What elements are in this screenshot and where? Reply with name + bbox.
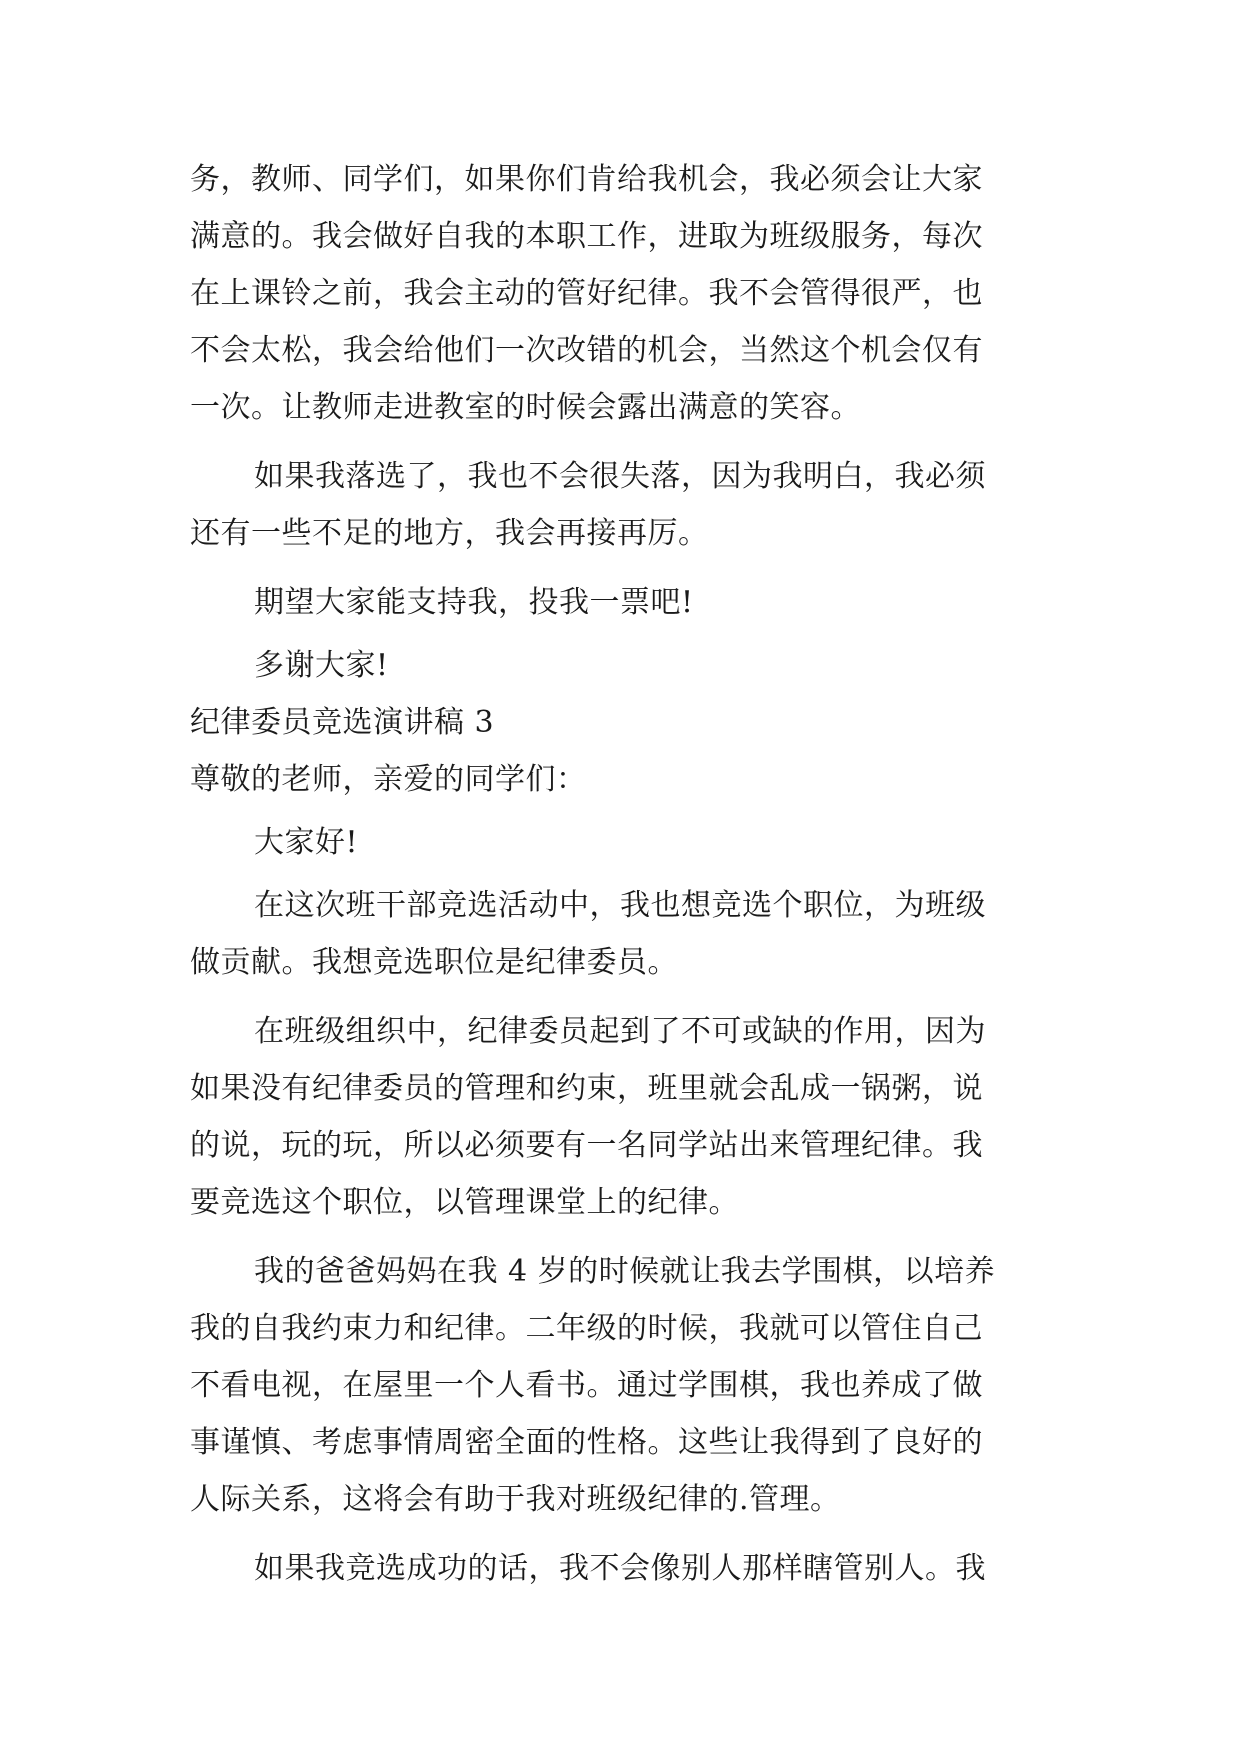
text-line: 不会太松，我会给他们一次改错的机会，当然这个机会仅有 [190, 333, 983, 368]
text-line: 还有一些不足的地方，我会再接再厉。 [190, 516, 709, 551]
text-line: 事谨慎、考虑事情周密全面的性格。这些让我得到了良好的 [190, 1425, 983, 1460]
text-line: 人际关系，这将会有助于我对班级纪律的.管理。 [190, 1482, 841, 1517]
paragraph-first-line: 在这次班干部竞选活动中，我也想竞选个职位，为班级 [254, 888, 986, 923]
section-title: 纪律委员竞选演讲稿 3 [190, 705, 495, 740]
greeting: 大家好! [254, 825, 359, 860]
paragraph-first-line: 我的爸爸妈妈在我 4 岁的时候就让我去学围棋，以培养 [254, 1254, 996, 1289]
paragraph-first-line: 如果我落选了，我也不会很失落，因为我明白，我必须 [254, 459, 986, 494]
text-line: 要竞选这个职位，以管理课堂上的纪律。 [190, 1185, 739, 1220]
paragraph-first-line: 在班级组织中，纪律委员起到了不可或缺的作用，因为 [254, 1014, 986, 1049]
text-line: 一次。让教师走进教室的时候会露出满意的笑容。 [190, 390, 861, 425]
text-line: 满意的。我会做好自我的本职工作，进取为班级服务，每次 [190, 219, 983, 254]
paragraph-first-line: 期望大家能支持我，投我一票吧! [254, 585, 694, 620]
text-line: 的说，玩的玩，所以必须要有一名同学站出来管理纪律。我 [190, 1128, 983, 1163]
text-line: 如果没有纪律委员的管理和约束，班里就会乱成一锅粥，说 [190, 1071, 983, 1106]
text-line: 不看电视，在屋里一个人看书。通过学围棋，我也养成了做 [190, 1368, 983, 1403]
paragraph-first-line: 如果我竞选成功的话，我不会像别人那样瞎管别人。我 [254, 1551, 986, 1586]
paragraph-first-line: 多谢大家! [254, 648, 389, 683]
salutation: 尊敬的老师，亲爱的同学们： [190, 762, 587, 797]
text-line: 做贡献。我想竞选职位是纪律委员。 [190, 945, 678, 980]
text-line: 务，教师、同学们，如果你们肯给我机会，我必须会让大家 [190, 162, 983, 197]
text-line: 我的自我约束力和纪律。二年级的时候，我就可以管住自己 [190, 1311, 983, 1346]
text-line: 在上课铃之前，我会主动的管好纪律。我不会管得很严，也 [190, 276, 983, 311]
